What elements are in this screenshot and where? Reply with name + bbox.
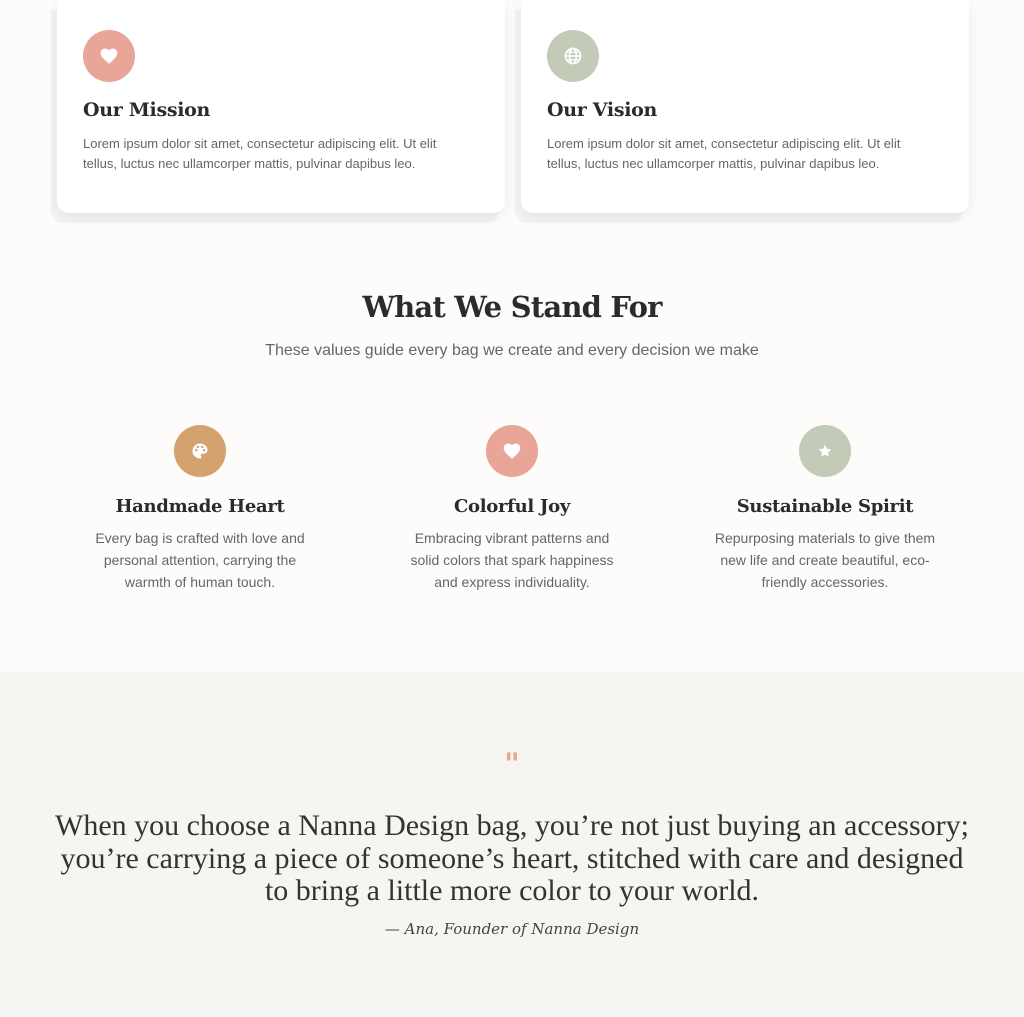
mission-icon-circle xyxy=(83,30,135,82)
value-icon-circle xyxy=(486,425,538,477)
value-handmade-heart xyxy=(80,425,320,593)
vision-icon-circle xyxy=(547,30,599,82)
value-title: Sustainable Spirit xyxy=(736,496,914,517)
founder-quote: When you choose a Nanna Design bag, you’re not just buying an accessory; you’re carrying a piece of someone’s heart, stitched with care and designed to bring a little more color to your world. xyxy=(55,809,969,907)
vision-text: Lorem ipsum dolor sit amet, consectetur adipiscing elit. Ut elit tellus, luctus nec ullamcorper mattis, pulvinar dapibus leo. xyxy=(547,136,901,171)
value-sustainable-spirit xyxy=(705,425,945,593)
value-colorful-joy xyxy=(392,425,632,593)
heart-icon xyxy=(99,46,119,66)
value-text: Embracing vibrant patterns and solid colors that spark happiness and express individuality. xyxy=(410,530,614,590)
values-title: What We Stand For xyxy=(362,290,662,324)
vision-title: Our Vision xyxy=(547,99,658,121)
value-title: Handmade Heart xyxy=(115,496,285,517)
star-icon xyxy=(815,441,835,461)
founder-quote-section xyxy=(0,672,1024,1017)
mission-card xyxy=(57,0,505,213)
value-text: Every bag is crafted with love and personal attention, carrying the warmth of human touch. xyxy=(95,530,305,590)
mission-text: Lorem ipsum dolor sit amet, consectetur adipiscing elit. Ut elit tellus, luctus nec ullamcorper mattis, pulvinar dapibus leo. xyxy=(83,136,437,171)
value-icon-circle xyxy=(174,425,226,477)
quote-mark-icon: " xyxy=(504,747,520,782)
value-title: Colorful Joy xyxy=(454,496,570,517)
mission-title: Our Mission xyxy=(83,99,211,121)
globe-icon xyxy=(563,46,583,66)
palette-icon xyxy=(190,441,210,461)
value-icon-circle xyxy=(799,425,851,477)
value-text: Repurposing materials to give them new life and create beautiful, eco-friendly accessories. xyxy=(714,530,936,590)
vision-card xyxy=(521,0,969,213)
heart-icon xyxy=(502,441,522,461)
values-subtitle: These values guide every bag we create and every decision we make xyxy=(265,342,759,359)
quote-author: — Ana, Founder of Nanna Design xyxy=(384,920,640,938)
mission-vision-cards xyxy=(57,0,969,213)
